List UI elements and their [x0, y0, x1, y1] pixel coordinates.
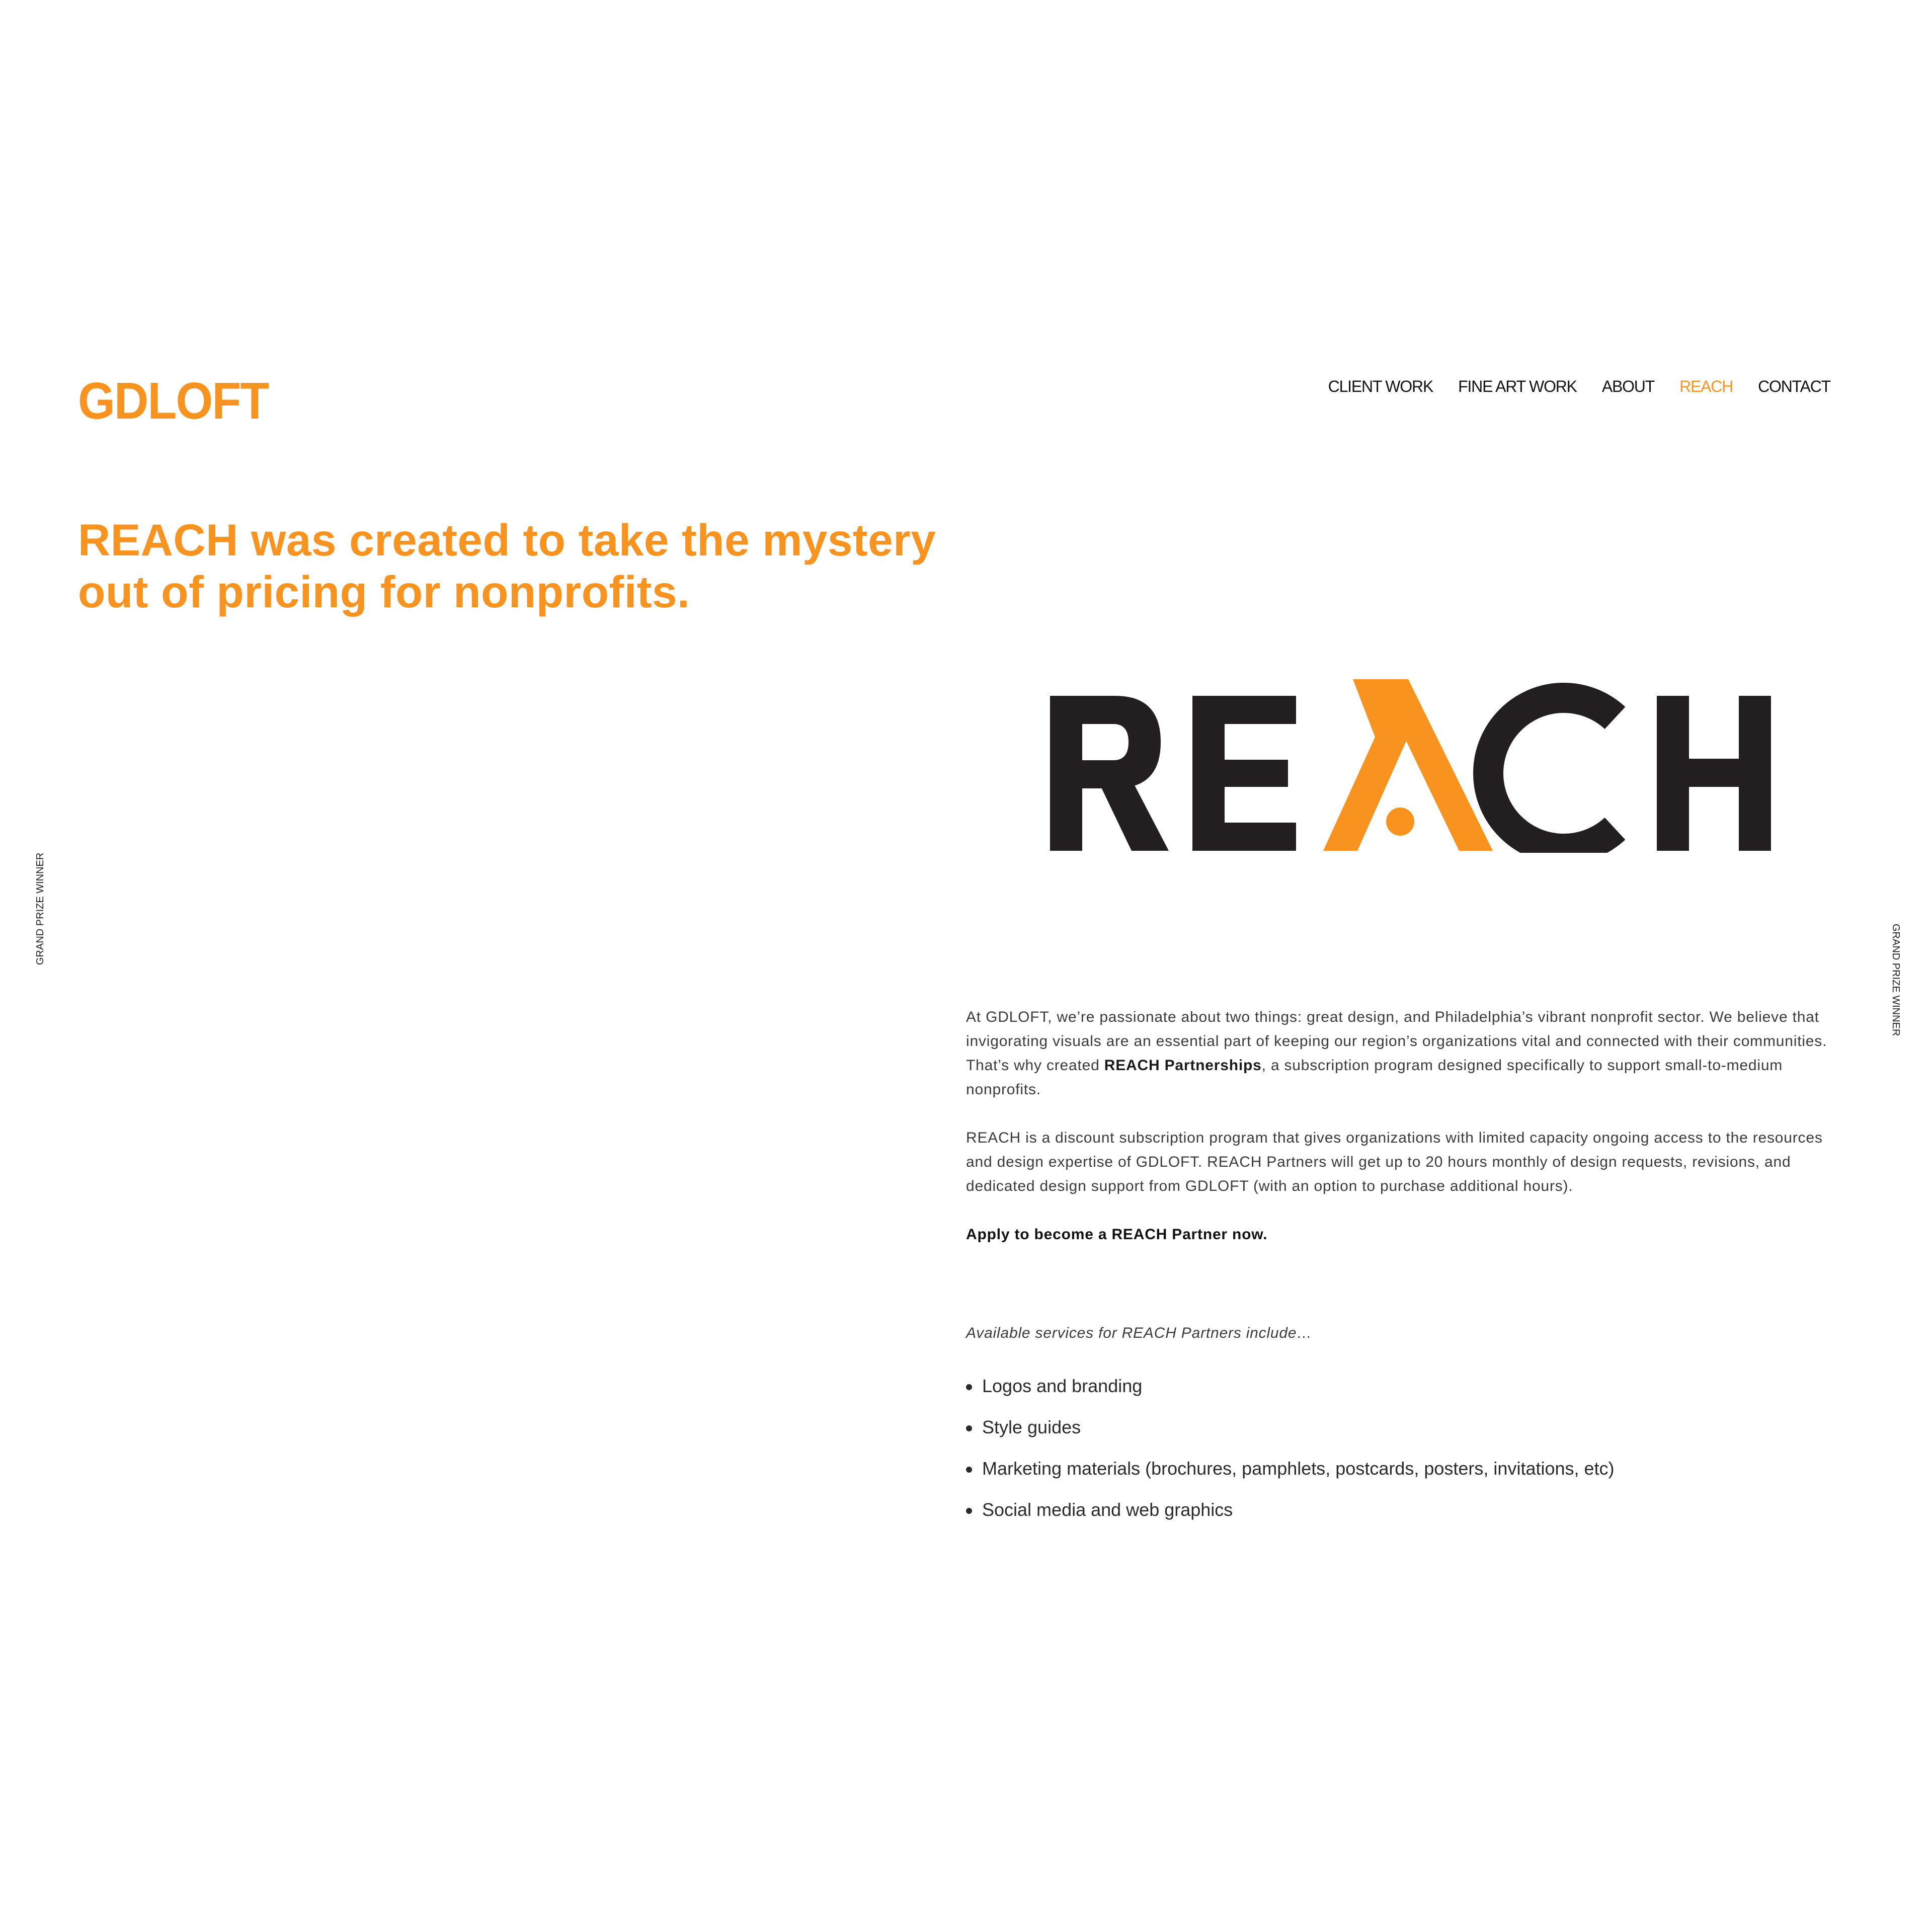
service-label: Logos and branding: [982, 1376, 1143, 1396]
intro-bold-reach-partnerships: REACH Partnerships: [1104, 1057, 1262, 1074]
service-label: Social media and web graphics: [982, 1499, 1233, 1520]
service-label: Style guides: [982, 1417, 1081, 1437]
program-paragraph: REACH is a discount subscription program that gives organizations with limited capacity ongoing access to the resources and design expertise of GDLOFT. REACH Partners will get up to 20 hours monthly of design requests, revisions, and dedicated design support from GDLOFT (with an option to purchase additional hours).: [966, 1130, 1823, 1194]
services-list: [966, 1365, 1852, 1531]
nav-contact[interactable]: CONTACT: [1758, 377, 1830, 395]
list-item: [966, 1448, 1852, 1489]
nav-fine-art-work[interactable]: FINE ART WORK: [1458, 377, 1577, 395]
nav-about[interactable]: ABOUT: [1601, 377, 1655, 395]
reach-logo-graphic: [1049, 677, 1774, 853]
reach-logo: [1049, 677, 1774, 853]
bullet-icon: [966, 1508, 972, 1514]
reach-logo-letter-a: [1323, 679, 1493, 851]
reach-logo-letter-e: [1192, 696, 1296, 851]
grand-prize-label-right: GRAND PRIZE WINNER: [1890, 924, 1901, 1036]
reach-logo-letter-c: [1488, 698, 1615, 849]
list-item: [966, 1365, 1852, 1407]
list-item: [966, 1489, 1852, 1531]
bullet-icon: [966, 1425, 972, 1431]
list-item: [966, 1407, 1852, 1448]
page-headline: REACH was created to take the mystery out of pricing for nonprofits.: [78, 515, 936, 617]
bullet-icon: [966, 1467, 972, 1473]
grand-prize-label-left: GRAND PRIZE WINNER: [35, 852, 46, 965]
apply-link[interactable]: Apply to become a REACH Partner now.: [966, 1226, 1268, 1243]
services-intro: Available services for REACH Partners include…: [966, 1325, 1313, 1341]
nav-reach[interactable]: REACH: [1679, 377, 1733, 395]
main-nav: [1328, 378, 1830, 394]
nav-client-work[interactable]: CLIENT WORK: [1328, 377, 1433, 395]
intro-text-after: , a subscription program designed specifically to support small-to-medium nonprofits.: [966, 1057, 1783, 1098]
intro-text-before: At GDLOFT, we’re passionate about two things: great design, and Philadelphia’s vibrant nonprofit sector. We believe that invigorating visuals are an essential part of keeping our region’s organizations vital and connected with their communities. That’s why created: [966, 1009, 1827, 1074]
reach-logo-letter-r: [1050, 696, 1169, 851]
service-label: Marketing materials (brochures, pamphlets, postcards, posters, invitations, etc): [982, 1458, 1615, 1479]
intro-paragraph: [966, 1005, 1852, 1102]
main-content: [966, 1005, 1852, 1531]
reach-logo-letter-h: [1657, 696, 1771, 851]
bullet-icon: [966, 1384, 972, 1390]
gdloft-logo[interactable]: GDLOFT: [78, 372, 269, 430]
